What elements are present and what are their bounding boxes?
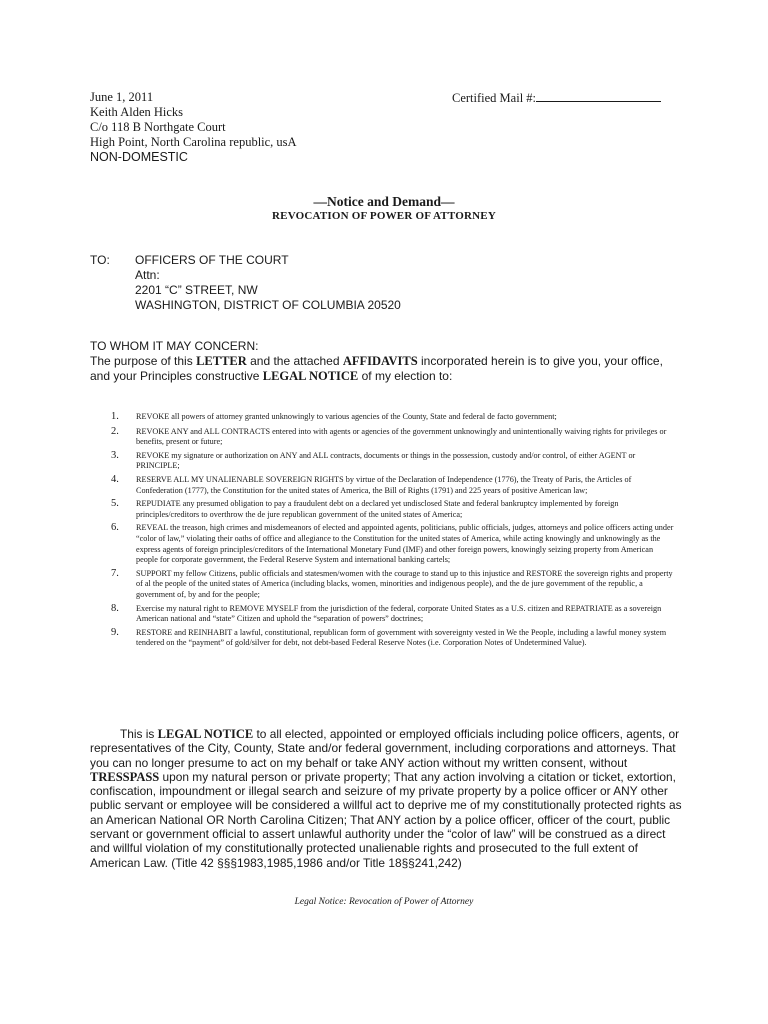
- election-list: [111, 412, 676, 649]
- list-item: 4. RESERVE ALL MY UNALIENABLE SOVEREIGN RIGHTS by virtue of the Declaration of Independence (1776), the Treaty of Paris, the Articles of Confederation (1777), the Constitution for the united states of America, the Bill of Rights (1791) and 225 years of positive American law;: [111, 473, 632, 495]
- legal-notice-paragraph: This is LEGAL NOTICE to all elected, appointed or employed officials including police officers, agents, or representatives of the City, County, State and/or federal government, including corporations and attorneys. That you can no longer presume to act on my behalf or take ANY action without my written consent, without TRESSPASS upon my natural person or private property; That any action involving a citation or ticket, extortion, confiscation, impoundment or illegal search and seizure of my private property by a police officer or ANY other public servant or employee will be considered a willful act to deprive me of my constitutionally protected rights as an American National OR North Carolina Citizen; That ANY action by a police officer, officer of the court, public servant or government official to assert unlawful authority under the “color of law” will be construed as a direct and willful violation of my constitutionally protected unalienable rights and prosecuted to the full extent of American Law. (Title 42 §§§1983,1985,1986 and/or Title 18§§241,242): [90, 727, 682, 870]
- document-subtitle: REVOCATION OF POWER OF ATTORNEY: [272, 210, 496, 222]
- recipient-city: WASHINGTON, DISTRICT OF COLUMBIA 20520: [135, 298, 401, 312]
- certified-mail: [452, 90, 661, 106]
- salutation: TO WHOM IT MAY CONCERN:: [90, 339, 259, 353]
- list-item: 2. REVOKE ANY and ALL CONTRACTS entered into with agents or agencies of the government unknowingly and unintentionally waiving rights for privileges or benefits, present or future;: [111, 425, 667, 447]
- list-item: 7. SUPPORT my fellow Citizens, public officials and statesmen/women with the courage to stand up to this injustice and RESTORE the sovereign rights and property of al the people of the united states of America (including blacks, women, minorities and indigenous people), and the de jure government of the republic, a government of, by and for the people;: [111, 567, 673, 599]
- recipient-block: [135, 253, 401, 313]
- list-item: 6. REVEAL the treason, high crimes and misdemeanors of elected and appointed agents, politicians, public officials, judges, attorneys and police officers acting under “color of law,” violating their oaths of office and allegiance to the Constitution for the united states of America, while acting knowingly and unknowingly as the express agents of foreign principles/creditors of the International Monetary Fund (IMF) and other foreign powers, knowingly seizing property from American people for corporate government, the Federal Reserve System and international banking cartels;: [111, 522, 674, 565]
- certified-mail-label: Certified Mail #:: [452, 91, 537, 105]
- list-item: 1. REVOKE all powers of attorney granted unknowingly to various agencies of the County, State and federal de facto government;: [111, 411, 557, 422]
- intro-paragraph: The purpose of this LETTER and the attached AFFIDAVITS incorporated herein is to give you, your office, and your Principles constructive LEGAL NOTICE of my election to:: [90, 354, 663, 383]
- recipient-name: OFFICERS OF THE COURT: [135, 253, 289, 267]
- affidavits-emphasis: AFFIDAVITS: [342, 354, 418, 368]
- letter-date: June 1, 2011: [90, 90, 154, 104]
- sender-name: Keith Alden Hicks: [90, 105, 184, 119]
- certified-mail-blank: [536, 90, 661, 102]
- list-item: 8. Exercise my natural right to REMOVE MYSELF from the jurisdiction of the federal, corporate United States as a U.S. citizen and REPATRIATE as a sovereign American national and “state” Citizen and uphold the “separation of powers” doctrines;: [111, 602, 662, 624]
- recipient-attn: Attn:: [135, 268, 160, 282]
- sender-block: [90, 90, 297, 165]
- list-item: 3. REVOKE my signature or authorization on ANY and ALL contracts, documents or things in the possession, custody and/or control, of either AGENT or PRINCIPLE;: [111, 449, 636, 471]
- document-title: —Notice and Demand—: [313, 194, 455, 209]
- list-item: 5. REPUDIATE any presumed obligation to pay a fraudulent debt on a declared yet undisclosed State and federal bankruptcy implemented by foreign principles/creditors to overthrow the de jure republican government of the united states of America;: [111, 498, 619, 519]
- sender-address-2: High Point, North Carolina republic, usA: [90, 135, 297, 149]
- sender-address-1: C/o 118 B Northgate Court: [90, 120, 226, 134]
- legal-notice-emphasis: LEGAL NOTICE: [262, 369, 359, 383]
- letter-emphasis: LETTER: [196, 354, 247, 368]
- recipient-street: 2201 “C” STREET, NW: [135, 283, 258, 297]
- sender-status: NON-DOMESTIC: [90, 150, 188, 164]
- tresspass-bold: TRESSPASS: [90, 769, 160, 784]
- page-footer: Legal Notice: Revocation of Power of Attorney: [294, 897, 474, 907]
- list-item: 9. RESTORE and REINHABIT a lawful, constitutional, republican form of government with sovereignty vested in We the People, including a lawful money system tendered on the “payment” of gold/silver for debt, not debt-based Federal Reserve Notes (i.e. Corporation Notes of Undetermined Value).: [111, 626, 667, 648]
- to-label: TO:: [90, 253, 110, 267]
- legal-notice-bold: LEGAL NOTICE: [157, 727, 254, 741]
